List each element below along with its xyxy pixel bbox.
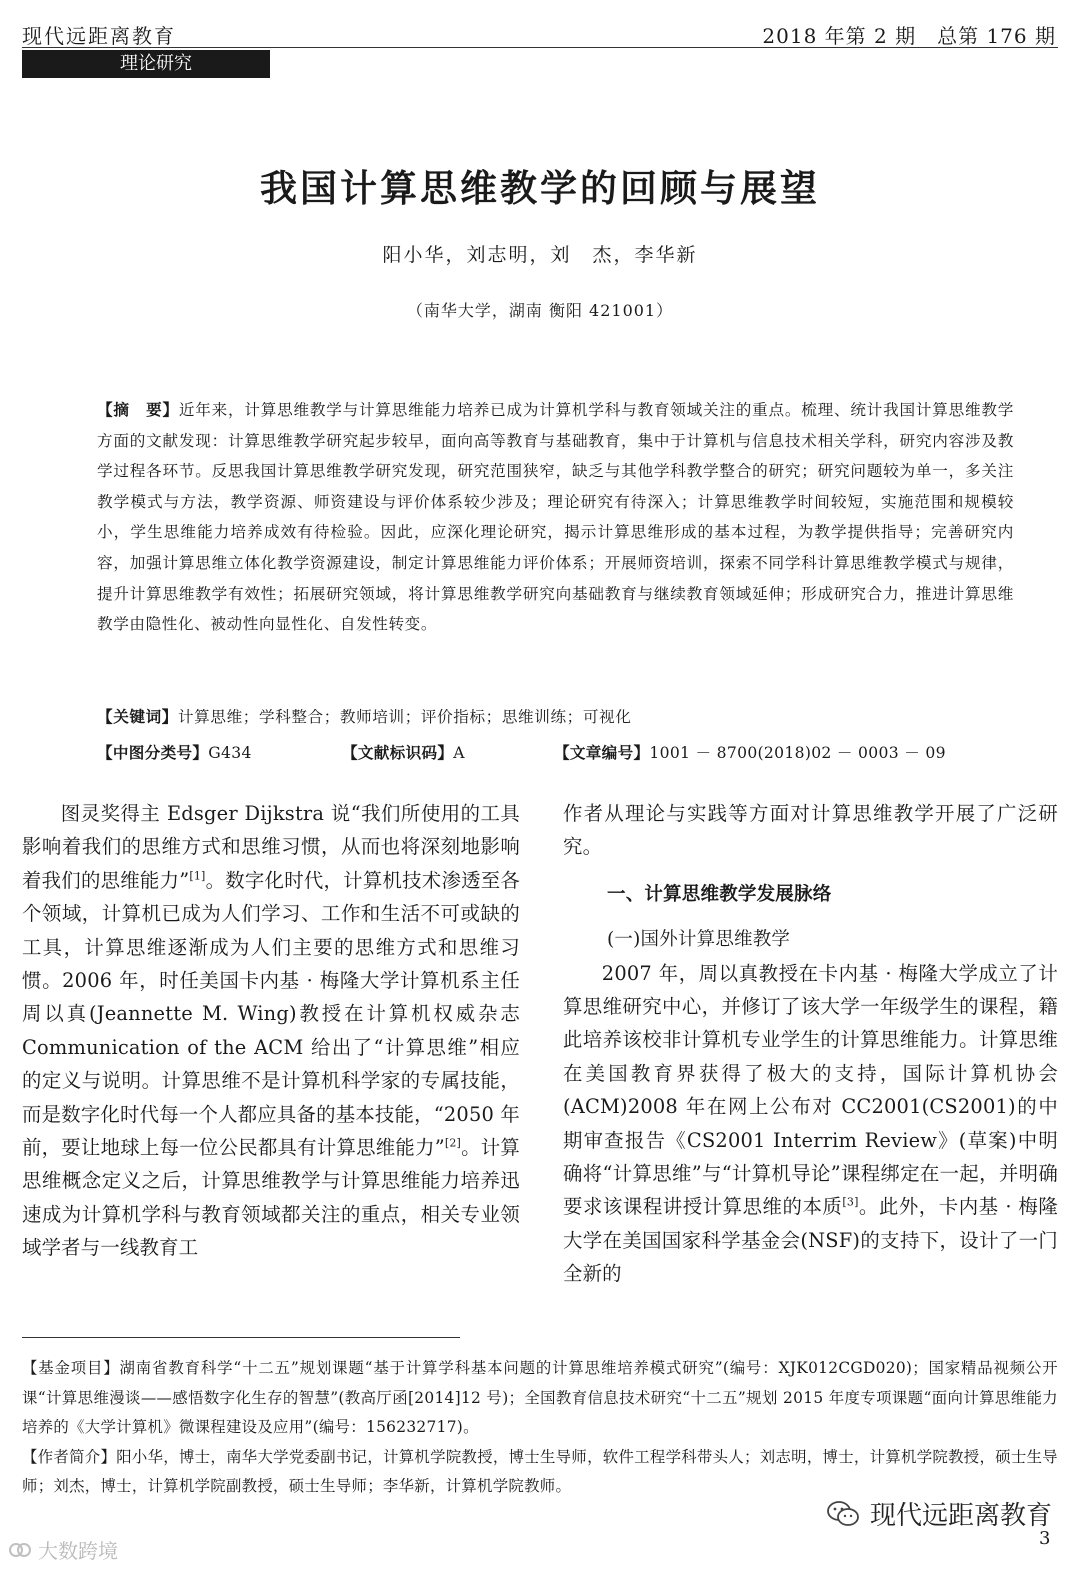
fund-text: 湖南省教育科学“十二五”规划课题“基于计算学科基本问题的计算思维培养模式研究”(编号：XJK012CGD020)；国家精品视频公开课“计算思维漫谈——感悟数字化生存的智慧”(教高厅函[2014]12 号)；全国教育信息技术研究“十二五”规划 2015 年度专项课题“面向计算思维能力培养的《大学计算机》微课程建设及应用”(编号：156232717)。 <box>22 1359 1058 1436</box>
affiliation: （南华大学，湖南 衡阳 421001） <box>406 301 674 320</box>
author-label: 【作者简介】 <box>22 1447 117 1466</box>
watermark-logo-icon <box>8 1540 32 1560</box>
issue-info: 2018 年第 2 期 总第 176 期 <box>762 24 1056 48</box>
keywords-text: 计算思维；学科整合；教师培训；评价指标；思维训练；可视化 <box>177 708 632 726</box>
footnote-rule <box>22 1337 460 1338</box>
author-text: 阳小华，博士，南华大学党委副书记，计算机学院教授，博士生导师，软件工程学科带头人；刘志明，博士，计算机学院教授，硕士生导师；刘杰，博士，计算机学院副教授，硕士生导师；李华新，计算机学院教师。 <box>22 1447 1058 1495</box>
body-paragraph <box>22 797 520 1265</box>
body-right-column <box>563 797 1058 1291</box>
paper-title: 我国计算思维教学的回顾与展望 <box>260 167 820 210</box>
wechat-icon <box>826 1500 860 1528</box>
header-rule <box>22 47 1058 48</box>
fund-label: 【基金项目】 <box>22 1359 120 1377</box>
watermark-left <box>8 1535 118 1564</box>
clc-number <box>97 741 252 763</box>
citation-ref[interactable]: [3] <box>842 1196 859 1209</box>
text-run: 。此外，卡内基 · 梅隆大学在美国国家科学基金会(NSF)的支持下，设计了一门全新的 <box>563 1195 1058 1286</box>
doc-label: 【文献标识码】 <box>342 744 454 762</box>
keywords-label: 【关键词】 <box>97 708 178 726</box>
doc-code <box>342 741 465 763</box>
author-note <box>22 1443 1058 1502</box>
watermark-right <box>826 1495 1052 1532</box>
subsection-heading: (一)国外计算思维教学 <box>607 929 791 951</box>
abstract-text: 近年来，计算思维教学与计算思维能力培养已成为计算机学科与教育领域关注的重点。梳理、统计我国计算思维教学方面的文献发现：计算思维教学研究起步较早，面向高等教育与基础教育，集中于计算机与信息技术相关学科，研究内容涉及教学过程各环节。反思我国计算思维教学研究发现，研究范围狭窄，缺乏与其他学科教学整合的研究；研究问题较为单一，多关注教学模式与方法，教学资源、师资建设与评价体系较少涉及；理论研究有待深入；计算思维教学时间较短，实施范围和规模较小，学生思维能力培养成效有待检验。因此，应深化理论研究，揭示计算思维形成的基本过程，为教学提供指导；完善研究内容，加强计算思维立体化教学资源建设，制定计算思维能力评价体系；开展师资培训，探索不同学科计算思维教学模式与规律，提升计算思维教学有效性；拓展研究领域，将计算思维教学研究向基础教育与继续教育领域延伸；形成研究合力，推进计算思维教学由隐性化、被动性向显性化、自发性转变。 <box>97 401 1014 634</box>
body-paragraph <box>563 957 1058 1291</box>
text-run: 。数字化时代，计算机技术渗透至各个领域，计算机已成为人们学习、工作和生活不可或缺的工具，计算思维逐渐成为人们主要的思维方式和思维习惯。2006 年，时任美国卡内基 · 梅隆大学计算机系主任周以真(Jeannette M. Wing)教授在计算机权威杂志 Communication of the ACM 给出了“计算思维”相应的定义与说明。计算思维不是计算机科学家的专属技能，而是数字化时代每一个人都应具备的基本技能，“2050 年前，要让地球上每一位公民都具有计算思维能力” <box>22 868 520 1160</box>
keywords <box>97 705 1014 727</box>
watermark-right-text: 现代远距离教育 <box>870 1501 1053 1531</box>
clc-value: G434 <box>208 744 252 762</box>
text-run: 2007 年，周以真教授在卡内基 · 梅隆大学成立了计算思维研究中心，并修订了该大学一年级学生的课程，籍此培养该校非计算机专业学生的计算思维能力。计算思维在美国教育界获得了极大的支持，国际计算机协会(ACM)2008 年在网上公布对 CC2001(CS2001)的中期审查报告《CS2001 Interrim Review》(草案)中明确将“计算思维”与“计算机导论”课程绑定在一起，并明确要求该课程讲授计算思维的本质 <box>563 961 1058 1219</box>
authors: 阳小华，刘志明，刘 杰，李华新 <box>382 244 698 266</box>
text-run: 。计算思维概念定义之后，计算思维教学与计算思维能力培养迅速成为计算机学科与教育领域都关注的重点，相关专业领域学者与一线教育工 <box>22 1136 520 1260</box>
text-run: 图灵奖得主 Edsger Dijkstra 说“我们所使用的工具影响着我们的思维方式和思维习惯，从而也将深刻地影响着我们的思维能力” <box>22 802 520 892</box>
body-paragraph: 作者从理论与实践等方面对计算思维教学开展了广泛研究。 <box>563 802 1058 859</box>
doc-value: A <box>453 744 465 762</box>
clc-label: 【中图分类号】 <box>97 744 209 762</box>
section-tag: 理论研究 <box>22 50 270 78</box>
page-number: 3 <box>1039 1528 1051 1549</box>
watermark-left-text: 大数跨境 <box>38 1539 118 1563</box>
abstract-label: 【摘 要】 <box>97 401 179 419</box>
footnotes <box>22 1354 1058 1502</box>
article-value: 1001 － 8700(2018)02 － 0003 － 09 <box>649 744 946 762</box>
fund-note <box>22 1354 1058 1443</box>
citation-ref[interactable]: [2] <box>444 1136 462 1150</box>
section-heading: 一、计算思维教学发展脉络 <box>607 883 832 905</box>
article-label: 【文章编号】 <box>554 744 650 762</box>
citation-ref[interactable]: [1] <box>189 869 206 883</box>
journal-name: 现代远距离教育 <box>22 24 176 48</box>
abstract <box>97 395 1014 640</box>
body-left-column <box>22 797 520 1265</box>
article-number <box>554 741 946 763</box>
